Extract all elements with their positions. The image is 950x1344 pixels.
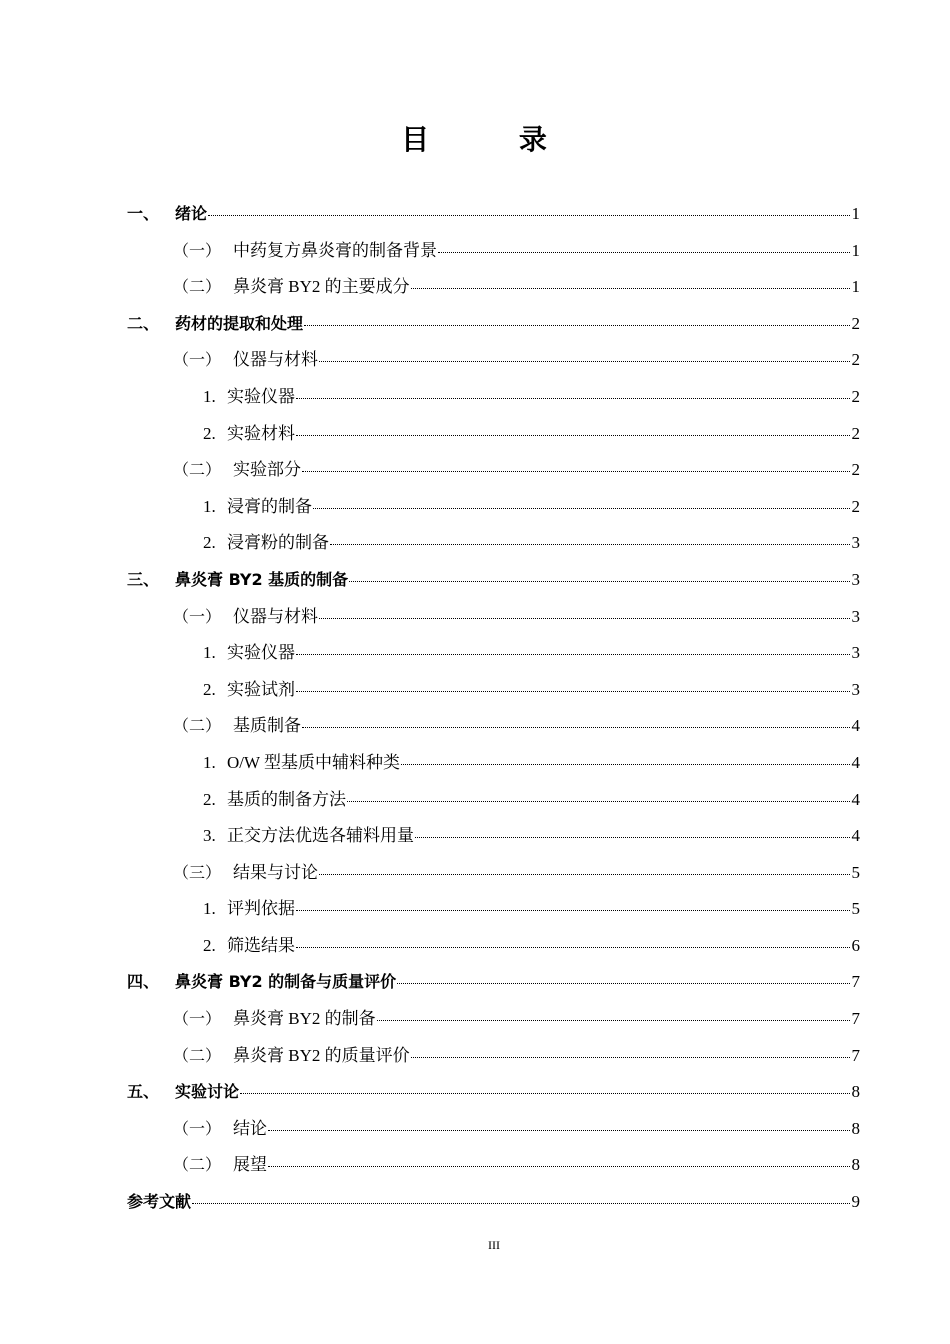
toc-entry-number: 2. — [203, 423, 216, 443]
toc-dot-leader — [438, 252, 850, 253]
toc-entry-page: 8 — [851, 1118, 860, 1138]
toc-entry-page: 9 — [851, 1192, 860, 1212]
toc-entry-number: （二） — [173, 462, 222, 480]
toc-dot-leader — [304, 325, 850, 326]
toc-entry-label: 实验试剂 — [227, 679, 295, 699]
toc-entry-page: 2 — [851, 313, 860, 333]
toc-entry-page: 2 — [851, 386, 860, 406]
toc-dot-leader — [415, 837, 850, 838]
toc-entry-label: 参考文献 — [127, 1192, 192, 1212]
toc-entry-label: 药材的提取和处理 — [175, 313, 304, 333]
toc-dot-leader — [347, 801, 850, 802]
toc-entry[interactable] — [127, 416, 860, 453]
toc-entry-label: 实验讨论 — [175, 1082, 240, 1102]
toc-entry-label: 鼻炎膏 BY2 的主要成分 — [233, 277, 410, 297]
toc-entry[interactable] — [127, 708, 860, 745]
toc-dot-leader — [349, 581, 850, 582]
toc-entry-page: 2 — [851, 460, 860, 480]
toc-entry[interactable] — [127, 599, 860, 636]
toc-dot-leader — [397, 983, 850, 984]
toc-entry-page: 4 — [851, 789, 860, 809]
toc-entry-page: 8 — [851, 1155, 860, 1175]
toc-entry[interactable] — [127, 1147, 860, 1184]
toc-entry-label: 实验仪器 — [227, 386, 295, 406]
toc-entry-page: 1 — [851, 204, 860, 223]
toc-entry[interactable] — [127, 525, 860, 562]
toc-dot-leader — [268, 1130, 850, 1131]
toc-entry[interactable] — [127, 452, 860, 489]
toc-entry-number: （一） — [173, 1120, 222, 1138]
toc-dot-leader — [240, 1093, 850, 1094]
toc-entry-label: 绪论 — [175, 204, 208, 223]
toc-dot-leader — [319, 874, 850, 875]
toc-entry[interactable] — [127, 489, 860, 526]
toc-entry[interactable] — [127, 379, 860, 416]
toc-entry-label: 仪器与材料 — [233, 350, 318, 370]
toc-entry[interactable] — [127, 342, 860, 379]
toc-entry-page: 2 — [851, 350, 860, 370]
page-title: 目 录 — [401, 123, 587, 156]
toc-dot-leader — [377, 1020, 850, 1021]
toc-entry-page: 3 — [851, 643, 860, 663]
toc-entry[interactable] — [127, 306, 860, 343]
toc-entry-label: 仪器与材料 — [233, 606, 318, 626]
toc-entry-label: O/W 型基质中辅料种类 — [227, 752, 400, 772]
toc-entry[interactable] — [127, 855, 860, 892]
toc-entry[interactable] — [127, 745, 860, 782]
toc-entry-label: 鼻炎膏 BY2 的制备 — [233, 1009, 376, 1029]
toc-entry-number: 3. — [203, 826, 216, 846]
toc-entry-label: 实验部分 — [233, 460, 301, 480]
toc-entry[interactable] — [127, 891, 860, 928]
toc-dot-leader — [296, 654, 850, 655]
toc-entry[interactable] — [127, 196, 860, 233]
toc-dot-leader — [208, 215, 850, 216]
toc-entry-number: 1. — [203, 643, 216, 663]
toc-entry-number: 1. — [203, 899, 216, 919]
toc-entry-page: 8 — [851, 1082, 860, 1102]
toc-entry-label: 结论 — [233, 1118, 267, 1138]
toc-dot-leader — [411, 288, 850, 289]
toc-entry-number: 2. — [203, 789, 216, 809]
toc-entry-page: 7 — [851, 1009, 860, 1029]
toc-entry[interactable] — [127, 928, 860, 965]
toc-entry-page: 7 — [851, 972, 860, 992]
toc-entry-number: 2. — [203, 679, 216, 699]
toc-entry-label: 基质的制备方法 — [227, 789, 346, 809]
toc-entry-page: 5 — [851, 862, 860, 882]
toc-dot-leader — [192, 1203, 850, 1204]
toc-entry-label: 基质制备 — [233, 716, 301, 736]
toc-entry-label: 评判依据 — [227, 899, 295, 919]
toc-entry-label: 浸膏粉的制备 — [227, 533, 329, 553]
toc-entry-number: （二） — [173, 1047, 222, 1065]
toc-entry[interactable] — [127, 818, 860, 855]
table-of-contents — [127, 196, 860, 1221]
toc-entry-page: 2 — [851, 496, 860, 516]
toc-entry[interactable] — [127, 672, 860, 709]
toc-entry-number: （一） — [173, 352, 222, 370]
toc-dot-leader — [268, 1166, 850, 1167]
toc-entry-number: （一） — [173, 1011, 222, 1029]
toc-entry-label: 浸膏的制备 — [227, 496, 312, 516]
toc-entry-label: 中药复方鼻炎膏的制备背景 — [233, 240, 437, 260]
toc-entry-page: 1 — [851, 240, 860, 260]
toc-entry-page: 2 — [851, 423, 860, 443]
toc-dot-leader — [302, 727, 850, 728]
toc-entry-number: 四、 — [127, 972, 160, 992]
toc-entry[interactable] — [127, 233, 860, 270]
toc-entry[interactable] — [127, 1001, 860, 1038]
toc-dot-leader — [319, 361, 850, 362]
toc-dot-leader — [411, 1057, 850, 1058]
page-number-footer: III — [488, 1238, 500, 1252]
toc-entry-label: 筛选结果 — [227, 935, 295, 955]
toc-entry-label: 实验仪器 — [227, 643, 295, 663]
toc-dot-leader — [296, 910, 850, 911]
toc-entry-number: 一、 — [127, 204, 160, 223]
toc-entry[interactable] — [127, 1111, 860, 1148]
toc-entry[interactable] — [127, 1184, 860, 1221]
toc-entry-label: 鼻炎膏 BY2 的制备与质量评价 — [175, 972, 397, 992]
toc-dot-leader — [313, 508, 850, 509]
toc-entry[interactable] — [127, 1038, 860, 1075]
toc-entry-page: 3 — [851, 569, 860, 589]
toc-entry-number: 1. — [203, 386, 216, 406]
toc-entry-number: （二） — [173, 718, 222, 736]
toc-dot-leader — [401, 764, 850, 765]
toc-dot-leader — [296, 691, 850, 692]
toc-dot-leader — [296, 947, 850, 948]
toc-entry-label: 正交方法优选各辅料用量 — [227, 826, 414, 846]
toc-entry-number: 1. — [203, 496, 216, 516]
toc-entry[interactable] — [127, 562, 860, 599]
toc-entry-label: 结果与讨论 — [233, 862, 318, 882]
toc-dot-leader — [296, 435, 850, 436]
toc-entry[interactable] — [127, 964, 860, 1001]
toc-entry-page: 4 — [851, 826, 860, 846]
toc-entry-number: （二） — [173, 1157, 222, 1175]
toc-entry-page: 6 — [851, 935, 860, 955]
toc-entry-page: 3 — [851, 606, 860, 626]
toc-entry-number: 2. — [203, 533, 216, 553]
toc-entry-number: 三、 — [127, 569, 160, 589]
toc-entry-number: （二） — [173, 279, 222, 297]
toc-entry-page: 1 — [851, 277, 860, 297]
toc-entry-number: 五、 — [127, 1082, 160, 1102]
toc-dot-leader — [296, 398, 850, 399]
toc-entry-label: 鼻炎膏 BY2 的质量评价 — [233, 1045, 410, 1065]
toc-dot-leader — [302, 471, 850, 472]
toc-entry-page: 4 — [851, 752, 860, 772]
toc-entry-number: （一） — [173, 242, 222, 260]
toc-entry-number: 1. — [203, 752, 216, 772]
toc-entry-label: 展望 — [233, 1155, 267, 1175]
toc-entry-number: 2. — [203, 935, 216, 955]
toc-entry-number: （一） — [173, 608, 222, 626]
toc-dot-leader — [319, 618, 850, 619]
toc-entry[interactable] — [127, 782, 860, 819]
toc-entry-page: 4 — [851, 716, 860, 736]
toc-dot-leader — [330, 544, 850, 545]
toc-entry-page: 3 — [851, 533, 860, 553]
toc-entry[interactable] — [127, 1074, 860, 1111]
toc-entry-page: 5 — [851, 899, 860, 919]
toc-entry[interactable] — [127, 635, 860, 672]
toc-entry-label: 鼻炎膏 BY2 基质的制备 — [175, 569, 349, 589]
toc-entry-page: 3 — [851, 679, 860, 699]
toc-entry-number: 二、 — [127, 313, 160, 333]
toc-entry-label: 实验材料 — [227, 423, 295, 443]
toc-entry-page: 7 — [851, 1045, 860, 1065]
toc-entry[interactable] — [127, 269, 860, 306]
toc-entry-number: （三） — [173, 864, 222, 882]
